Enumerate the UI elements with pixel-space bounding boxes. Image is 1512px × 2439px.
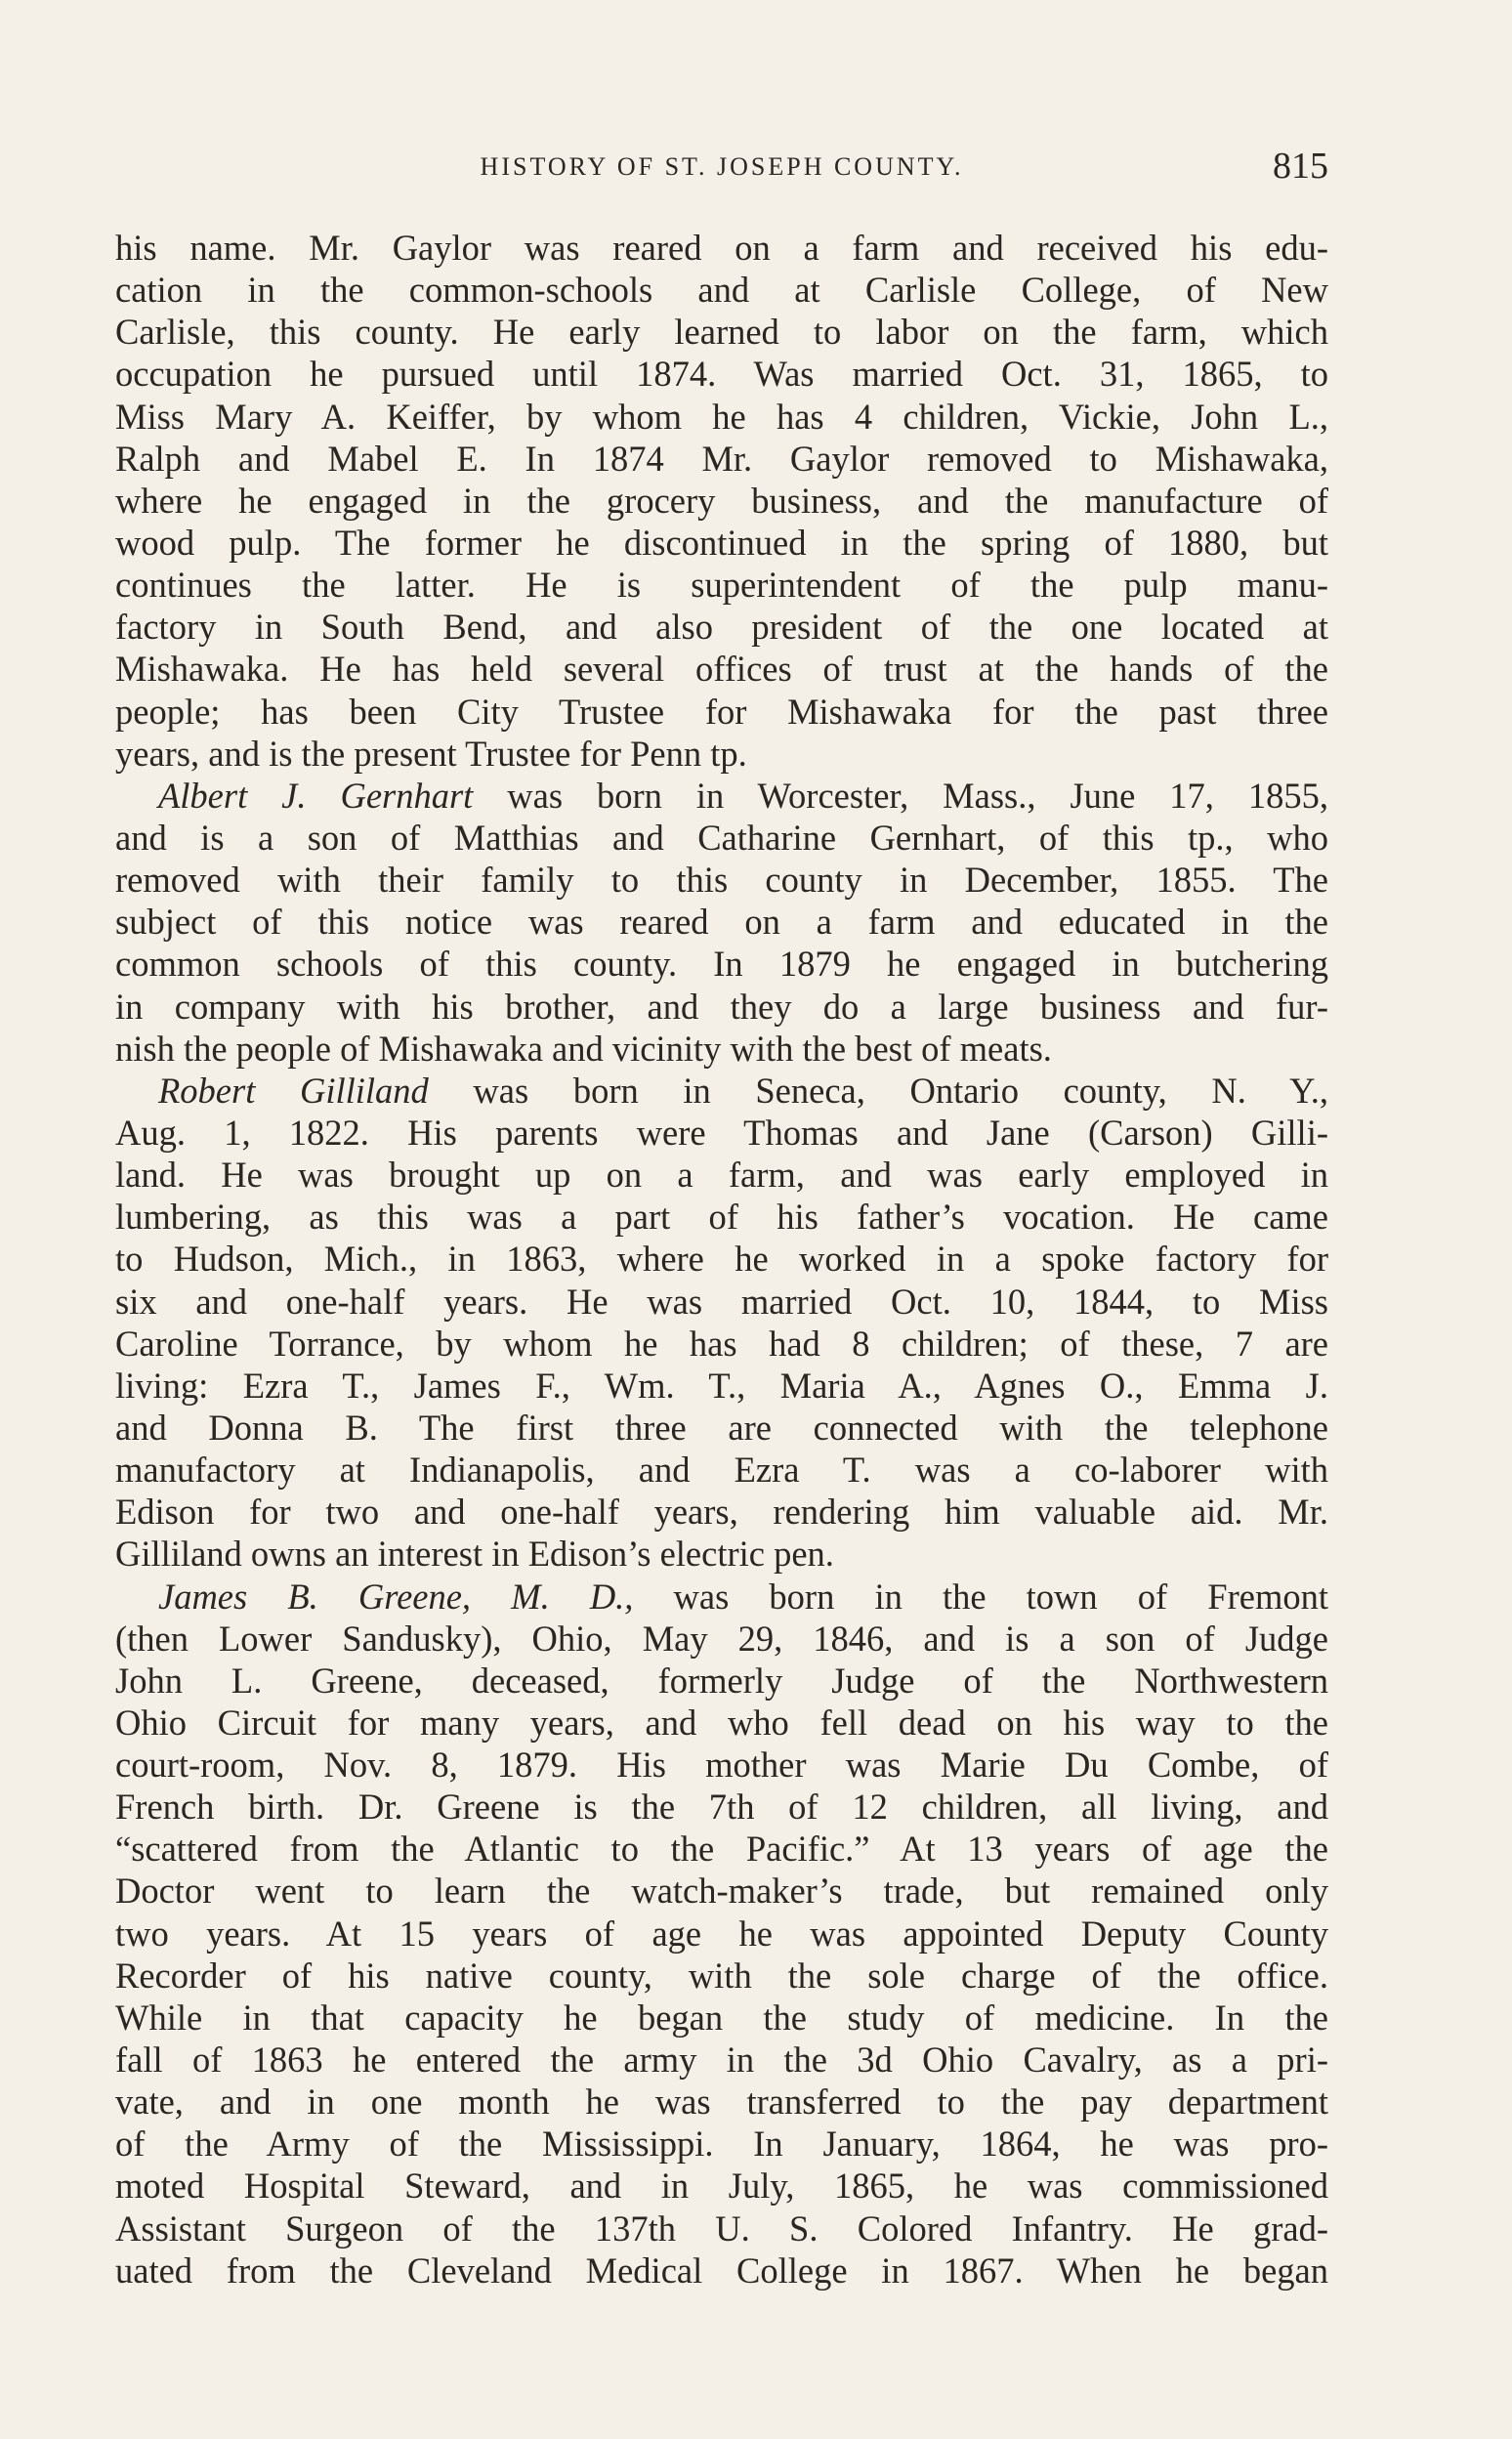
person-name: James B. Greene, M. D., — [158, 1576, 634, 1617]
text-line: occupation he pursued until 1874. Was married Oct. 31, 1865, to — [115, 354, 1328, 395]
text-line: “scattered from the Atlantic to the Pacific.” At 13 years of age the — [115, 1829, 1328, 1870]
text-line: moted Hospital Steward, and in July, 1865, he was commissioned — [115, 2166, 1328, 2207]
text-line: While in that capacity he began the study of medicine. In the — [115, 1997, 1328, 2038]
body-text — [115, 227, 1328, 2334]
text-line: Miss Mary A. Keiffer, by whom he has 4 children, Vickie, John L., — [115, 396, 1328, 437]
text-line: Gilliland owns an interest in Edison’s electric pen. — [115, 1534, 834, 1575]
paragraph-start-gilliland: Robert Gilliland was born in Seneca, Ontario county, N. Y., — [158, 1070, 1328, 1111]
text-line: in company with his brother, and they do a large business and fur- — [115, 986, 1328, 1027]
text-line: fall of 1863 he entered the army in the 3d Ohio Cavalry, as a pri- — [115, 2040, 1328, 2081]
text-line: six and one-half years. He was married Oct. 10, 1844, to Miss — [115, 1281, 1328, 1322]
text-line: years, and is the present Trustee for Penn tp. — [115, 733, 747, 774]
text-line: removed with their family to this county in December, 1855. The — [115, 860, 1328, 901]
text-line — [115, 2292, 1328, 2334]
text-line: Recorder of his native county, with the sole charge of the office. — [115, 1955, 1328, 1996]
person-name: Albert J. Gernhart — [158, 775, 474, 816]
text-line: court-room, Nov. 8, 1879. His mother was Marie Du Combe, of — [115, 1745, 1328, 1786]
text-line: Ohio Circuit for many years, and who fell dead on his way to the — [115, 1702, 1328, 1743]
text-line: where he engaged in the grocery business, and the manufacture of — [115, 480, 1328, 521]
text-line: cation in the common-schools and at Carlisle College, of New — [115, 270, 1328, 311]
text-line: common schools of this county. In 1879 he engaged in butchering — [115, 944, 1328, 985]
text-line: uated from the Cleveland Medical College in 1867. When he began — [115, 2250, 1328, 2291]
text-line: to Hudson, Mich., in 1863, where he worked in a spoke factory for — [115, 1239, 1328, 1280]
text-line: Mishawaka. He has held several offices of trust at the hands of the — [115, 649, 1328, 690]
page-header — [115, 145, 1328, 193]
text-line: of the Army of the Mississippi. In January, 1864, he was pro- — [115, 2124, 1328, 2165]
text-line: Aug. 1, 1822. His parents were Thomas and Jane (Carson) Gilli- — [115, 1112, 1328, 1153]
text-line: wood pulp. The former he discontinued in the spring of 1880, but — [115, 522, 1328, 563]
person-name: Robert Gilliland — [158, 1070, 429, 1111]
text-line: manufactory at Indianapolis, and Ezra T. was a co-laborer with — [115, 1450, 1328, 1491]
text-line: French birth. Dr. Greene is the 7th of 12 children, all living, and — [115, 1787, 1328, 1828]
text-line: Edison for two and one-half years, rendering him valuable aid. Mr. — [115, 1492, 1328, 1533]
text-line: lumbering, as this was a part of his father’s vocation. He came — [115, 1197, 1328, 1238]
text-line: living: Ezra T., James F., Wm. T., Maria A., Agnes O., Emma J. — [115, 1365, 1328, 1406]
text-line: continues the latter. He is superintendent of the pulp manu- — [115, 565, 1328, 606]
paragraph-start-greene: James B. Greene, M. D., was born in the town of Fremont — [158, 1576, 1328, 1617]
page-number: 815 — [1273, 146, 1328, 187]
text-line: nish the people of Mishawaka and vicinity with the best of meats. — [115, 1028, 1052, 1069]
text-line: factory in South Bend, and also president of the one located at — [115, 607, 1328, 648]
text-line: Doctor went to learn the watch-maker’s trade, but remained only — [115, 1871, 1328, 1912]
text-line: vate, and in one month he was transferred to the pay department — [115, 2082, 1328, 2123]
text-line: Ralph and Mabel E. In 1874 Mr. Gaylor removed to Mishawaka, — [115, 438, 1328, 479]
text-line: people; has been City Trustee for Mishawaka for the past three — [115, 691, 1328, 732]
text-line: land. He was brought up on a farm, and was early employed in — [115, 1155, 1328, 1196]
text-line: (then Lower Sandusky), Ohio, May 29, 1846, and is a son of Judge — [115, 1618, 1328, 1659]
text-line: Assistant Surgeon of the 137th U. S. Colored Infantry. He grad- — [115, 2208, 1328, 2249]
text-line: two years. At 15 years of age he was appointed Deputy County — [115, 1913, 1328, 1954]
text-line: Caroline Torrance, by whom he has had 8 children; of these, 7 are — [115, 1323, 1328, 1364]
text-line: Carlisle, this county. He early learned to labor on the farm, which — [115, 312, 1328, 353]
text-line: and Donna B. The first three are connected with the telephone — [115, 1407, 1328, 1448]
text-line: and is a son of Matthias and Catharine Gernhart, of this tp., who — [115, 817, 1328, 858]
text-line: John L. Greene, deceased, formerly Judge of the Northwestern — [115, 1660, 1328, 1701]
text-line: his name. Mr. Gaylor was reared on a farm and received his edu- — [115, 228, 1328, 268]
text-line: subject of this notice was reared on a farm and educated in the — [115, 902, 1328, 943]
running-head: HISTORY OF ST. JOSEPH COUNTY. — [480, 152, 964, 181]
paragraph-start-gernhart: Albert J. Gernhart was born in Worcester, Mass., June 17, 1855, — [158, 775, 1328, 816]
